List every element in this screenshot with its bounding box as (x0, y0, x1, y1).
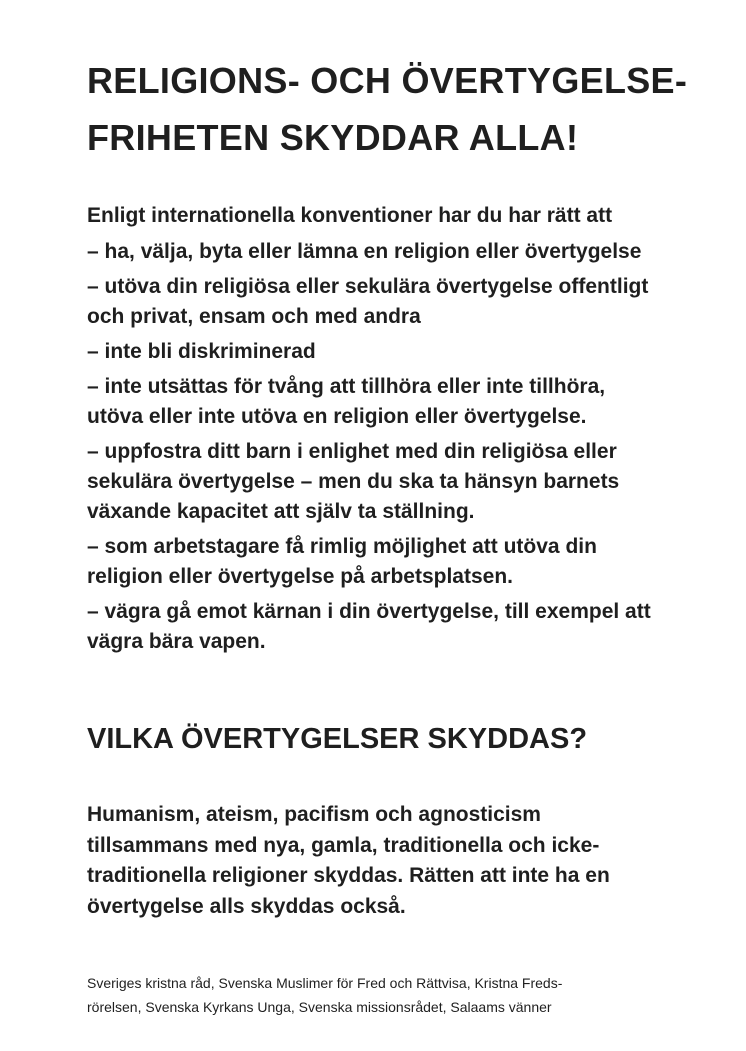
rights-item-line: – uppfostra ditt barn i enlighet med din religiösa eller (87, 440, 617, 463)
rights-item-line: utöva eller inte utöva en religion eller övertygelse. (87, 405, 587, 428)
credits-line: rörelsen, Svenska Kyrkans Unga, Svenska missionsrådet, Salaams vänner (87, 999, 552, 1015)
rights-item (87, 372, 727, 432)
rights-item-line: – utöva din religiösa eller sekulära övertygelse offentligt (87, 275, 649, 298)
paragraph-line: övertygelse alls skyddas också. (87, 894, 406, 918)
rights-item-line: – inte utsättas för tvång att tillhöra eller inte tillhöra, (87, 375, 606, 398)
rights-item-line: – ha, välja, byta eller lämna en religion eller övertygelse (87, 240, 642, 263)
rights-item (87, 272, 727, 332)
rights-item (87, 337, 727, 367)
page-title (87, 52, 717, 166)
section-heading: VILKA ÖVERTYGELSER SKYDDAS? (87, 723, 588, 755)
rights-item-line: sekulära övertygelse – men du ska ta hänsyn barnets (87, 470, 620, 493)
rights-intro: Enligt internationella konventioner har du har rätt att (87, 204, 613, 227)
rights-item-line: religion eller övertygelse på arbetsplatsen. (87, 565, 513, 588)
paragraph-line: tillsammans med nya, gamla, traditionella och icke- (87, 833, 600, 857)
rights-item-line: – vägra gå emot kärnan i din övertygelse, till exempel att (87, 600, 651, 623)
organizations-credits (87, 971, 707, 1019)
rights-item-line: vägra bära vapen. (87, 630, 266, 653)
rights-item (87, 437, 727, 527)
rights-item (87, 532, 727, 592)
protected-beliefs-paragraph (87, 800, 687, 922)
paragraph-line: traditionella religioner skyddas. Rätten att inte ha en (87, 864, 610, 887)
title-line: FRIHETEN SKYDDAR ALLA! (87, 117, 579, 158)
rights-item-line: växande kapacitet att själv ta ställning. (87, 500, 475, 523)
rights-list (87, 201, 727, 662)
credits-line: Sveriges kristna råd, Svenska Muslimer för Fred och Rättvisa, Kristna Freds- (87, 975, 563, 991)
title-line: RELIGIONS- OCH ÖVERTYGELSE- (87, 60, 688, 101)
rights-item (87, 597, 727, 657)
paragraph-line: Humanism, ateism, pacifism och agnosticism (87, 803, 541, 826)
rights-item-line: och privat, ensam och med andra (87, 305, 421, 328)
rights-item (87, 237, 727, 267)
rights-item-line: – inte bli diskriminerad (87, 340, 316, 363)
rights-item-line: – som arbetstagare få rimlig möjlighet att utöva din (87, 535, 597, 558)
